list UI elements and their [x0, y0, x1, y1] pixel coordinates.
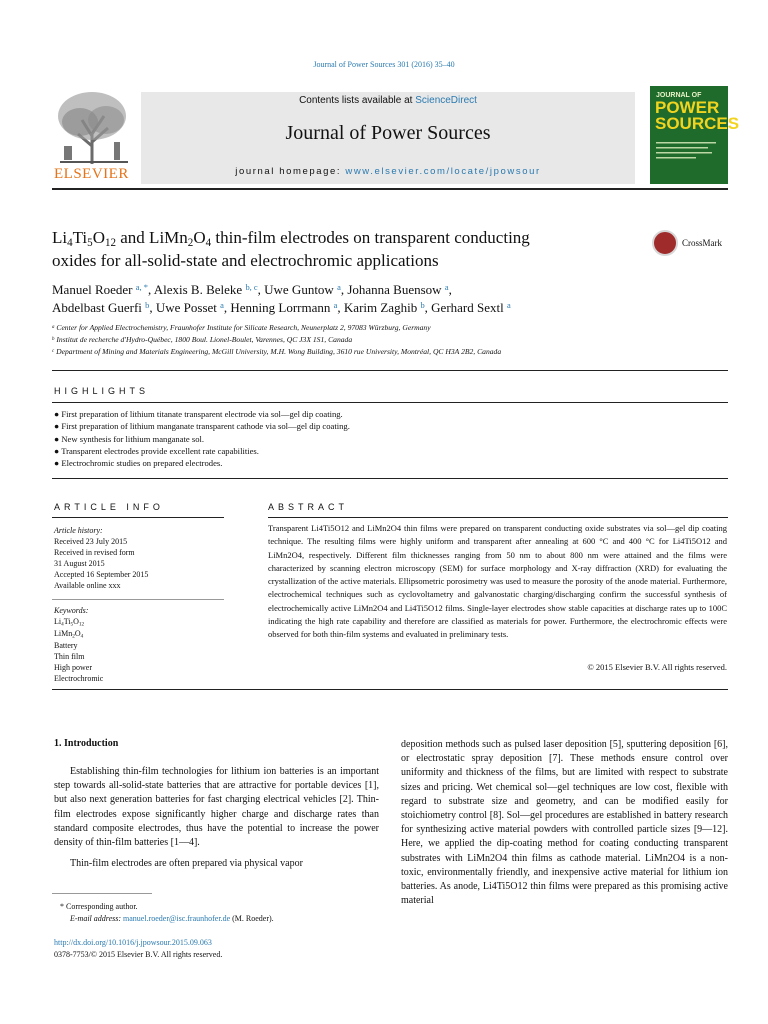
- history-item: Received in revised form: [54, 548, 135, 557]
- elsevier-wordmark[interactable]: ELSEVIER: [54, 166, 129, 182]
- cover-title-line1: JOURNAL OF: [656, 92, 702, 99]
- author-affil-mark[interactable]: b, c: [245, 282, 258, 293]
- author-affil-mark[interactable]: b: [145, 300, 150, 311]
- journal-homepage: [141, 166, 635, 177]
- affiliation-b: [52, 335, 352, 344]
- keywords-label: Keywords:: [54, 606, 89, 615]
- cover-sources: SOURCES: [655, 114, 740, 133]
- author-name: , Alexis B. Beleke: [147, 282, 243, 297]
- crossmark-label[interactable]: CrossMark: [682, 238, 722, 248]
- affil-mark: b: [52, 336, 55, 342]
- highlight-item: ● Transparent electrodes provide excellent rate capabilities.: [54, 446, 259, 456]
- author-name: , Henning Lorrmann: [223, 300, 331, 315]
- author-name: , Karim Zaghib: [337, 300, 418, 315]
- author-name: Manuel Roeder: [52, 282, 133, 297]
- abstract-bottom-rule: [52, 689, 728, 690]
- article-title: [52, 226, 642, 272]
- article-info-rule: [52, 517, 224, 518]
- email-label: E-mail address:: [70, 914, 124, 923]
- highlight-text: Electrochromic studies on prepared electrodes.: [61, 458, 223, 468]
- contents-line: [141, 95, 635, 106]
- affil-mark: a: [52, 324, 55, 330]
- author-affil-mark[interactable]: a, *: [135, 282, 148, 293]
- highlights-rule: [52, 402, 728, 403]
- abstract-text: Transparent Li4Ti5O12 and LiMn2O4 thin films were prepared on transparent conducting oxide substrates via sol—gel dip coating technique. The resulting films were highly uniform and transparent after annealing at 600 °C and 400 °C for Li4Ti5O12 and LiMn2O4, respectively. Different film thicknesses ranging from 50 nm to about 800 nm were attained and the films were characterized by scanning electron microscopy (SEM) for surface morphology and X-ray diffraction (XRD) for evaluating the crystallization of the active materials. Ellipsometric porosimetry was used to measure the porosity of the anode material. Furthermore, electrochemical techniques such as cyclovoltametry and galvanostatic charging/discharging confirm the successful synthesis of electrochemically active LiMn2O4 and Li4Ti5O12 films. Single-layer electrodes show stable capacities at discharge rates up to 100C indicating the high rate capability and therefore are classified as materials for power. Furthermore, the electrochromic effects were observed for both thin-film systems and evaluated in preliminary tests.: [268, 523, 727, 640]
- author-list: [52, 281, 712, 317]
- doi-link[interactable]: http://dx.doi.org/10.1016/j.jpowsour.2015.09.063: [54, 938, 212, 947]
- keyword-item: Thin film: [54, 652, 85, 661]
- email-note: [70, 914, 274, 923]
- author-name: , Johanna Buensow: [340, 282, 442, 297]
- history-item: 31 August 2015: [54, 559, 105, 568]
- abstract-copyright: © 2015 Elsevier B.V. All rights reserved.: [587, 662, 727, 672]
- affil-text: Department of Mining and Materials Engineering, McGill University, M.H. Wong Building, 3610 rue University, Montréal, QC H3A 2B2, Canada: [56, 347, 502, 356]
- email-link[interactable]: manuel.roeder@isc.fraunhofer.de: [123, 914, 231, 923]
- history-item: Accepted 16 September 2015: [54, 570, 149, 579]
- history-item: Received 23 July 2015: [54, 537, 128, 546]
- homepage-link[interactable]: www.elsevier.com/locate/jpowsour: [345, 166, 541, 177]
- crossmark-icon[interactable]: [652, 230, 678, 256]
- history-item: Available online xxx: [54, 581, 121, 590]
- sciencedirect-link[interactable]: ScienceDirect: [415, 95, 477, 106]
- abstract-rule: [268, 517, 728, 518]
- cover-power: POWER: [655, 98, 720, 117]
- section-heading-introduction: 1. Introduction: [54, 738, 119, 749]
- contents-prefix: Contents lists available at: [299, 95, 416, 106]
- journal-citation[interactable]: Journal of Power Sources 301 (2016) 35–40: [313, 60, 455, 69]
- affil-mark: c: [52, 348, 55, 354]
- abstract-heading: ABSTRACT: [268, 502, 349, 512]
- title-line-1: $Li_4Ti_5O_{12}$ and $LiMn_2O_4$ thin-film electrodes on transparent conducting: [52, 228, 530, 249]
- cover-title-line2: [655, 100, 739, 132]
- author-affil-mark[interactable]: b: [420, 300, 425, 311]
- author-name: , Gerhard Sextl: [424, 300, 504, 315]
- highlight-text: First preparation of lithium titanate transparent electrode via sol—gel dip coating.: [61, 409, 343, 419]
- highlight-item: ● First preparation of lithium titanate transparent electrode via sol—gel dip coating.: [54, 409, 343, 419]
- highlight-text: Transparent electrodes provide excellent rate capabilities.: [61, 446, 259, 456]
- header-rule: [52, 188, 728, 190]
- author-affil-mark[interactable]: a: [333, 300, 338, 311]
- keyword-item: Electrochromic: [54, 674, 104, 683]
- journal-title: Journal of Power Sources: [285, 122, 491, 144]
- affiliation-a: [52, 323, 431, 332]
- highlight-text: New synthesis for lithium manganate sol.: [61, 434, 205, 444]
- author-affil-mark[interactable]: a: [337, 282, 341, 293]
- highlight-item: ● New synthesis for lithium manganate sol.: [54, 434, 205, 444]
- author-name: , Uwe Posset: [149, 300, 217, 315]
- affiliation-rule: [52, 370, 728, 371]
- corresponding-author-note: * Corresponding author.: [60, 902, 138, 911]
- keyword-item: $Li_4Ti_5O_{12}$: [54, 617, 85, 628]
- highlights-bottom-rule: [52, 478, 728, 479]
- highlight-item: ● Electrochromic studies on prepared electrodes.: [54, 458, 223, 468]
- author-line-2: [52, 299, 712, 317]
- keyword-item: Battery: [54, 641, 78, 650]
- footnote-rule: [52, 893, 152, 894]
- author-affil-mark[interactable]: a: [444, 282, 449, 293]
- keyword-item: $LiMn_2O_4$: [54, 629, 84, 640]
- intro-paragraph-3: deposition methods such as pulsed laser deposition [5], sputtering deposition [6], or electrostatic spray deposition [7]. These methods ensure control over uniformity and thickness of the films, but are limited with respect to substrate sizes and pricing. Wet chemical sol—gel techniques are low cost, flexible with regard to substrate size and geometry, and can be modified easily for stoichiometry control [8]. Sol—gel procedures are established in battery research for synthesizing active material powders with controlled particle sizes [9—12]. Here, we applied the dip-coating method for coating conducting transparent substrates with LiMn2O4 thin films as cathode material. LiMn2O4 is a non-toxic, environmentally friendly, and inexpensive active material for lithium ion batteries. As anode, Li4Ti5O12 thin films were prepared as this promising active material: [401, 739, 728, 907]
- affiliation-c: [52, 347, 501, 356]
- intro-paragraph-1: Establishing thin-film technologies for lithium ion batteries is an important step towards all-solid-state batteries that are attractive for portable devices [1], but also next generation batteries for fast charging electrical vehicles [2]. Thin-film electrodes expose significantly higher charge and discharge rates than standard composite electrodes, thus have the potential to increase the power density of thin-film batteries [1—4].: [54, 766, 379, 849]
- intro-paragraph-2: Thin-film electrodes are often prepared via physical vapor: [70, 858, 303, 869]
- history-label: Article history:: [54, 526, 103, 535]
- author-affil-mark[interactable]: a: [506, 300, 511, 311]
- email-suffix: (M. Roeder).: [230, 914, 274, 923]
- keywords-rule: [52, 599, 224, 600]
- highlight-item: ● First preparation of lithium manganate transparent cathode via sol—gel dip coating.: [54, 421, 350, 431]
- affil-text: Center for Applied Electrochemistry, Fraunhofer Institute for Silicate Research, Neunerplatz 2, 97083 Würzburg, Germany: [56, 323, 431, 332]
- title-line-2: oxides for all-solid-state and electrochromic applications: [52, 251, 439, 270]
- author-affil-mark[interactable]: a: [220, 300, 224, 311]
- author-name: , Uwe Guntow: [257, 282, 334, 297]
- cover-text-lines: [656, 140, 722, 166]
- article-info-heading: ARTICLE INFO: [54, 502, 164, 512]
- issn-line: 0378-7753/© 2015 Elsevier B.V. All rights reserved.: [54, 950, 223, 959]
- highlights-heading: HIGHLIGHTS: [54, 386, 150, 396]
- highlight-text: First preparation of lithium manganate transparent cathode via sol—gel dip coating.: [61, 421, 350, 431]
- homepage-prefix: journal homepage:: [235, 166, 346, 177]
- affil-text: Institut de recherche d'Hydro-Québec, 1800 Boul. Lionel-Boulet, Varennes, QC J3X 1S1, Canada: [56, 335, 353, 344]
- author-line-1: [52, 281, 712, 299]
- author-name: Abdelbast Guerfi: [52, 300, 142, 315]
- keyword-item: High power: [54, 663, 92, 672]
- author-separator: ,: [448, 282, 452, 297]
